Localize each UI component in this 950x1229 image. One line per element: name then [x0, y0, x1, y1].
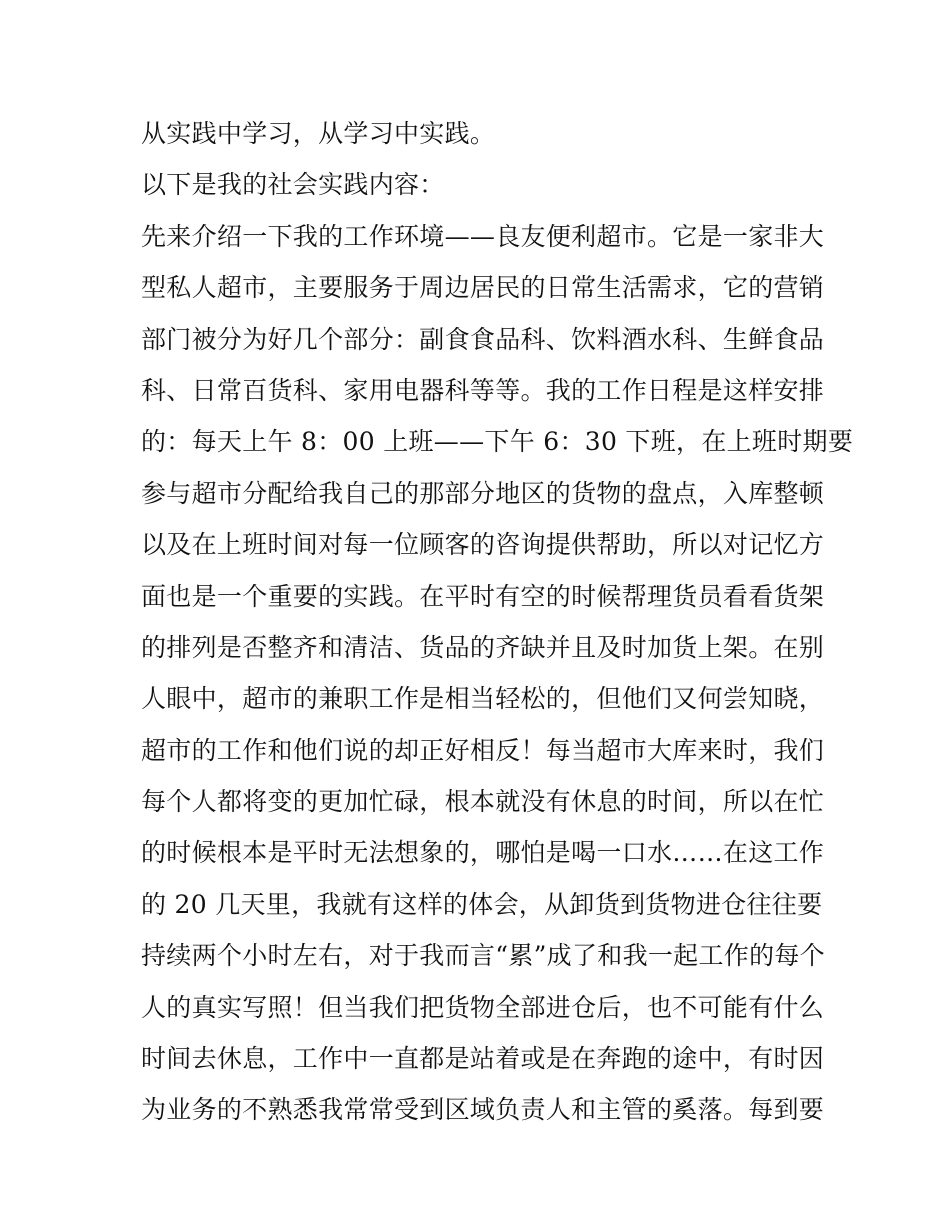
text-line-13: 超市的工作和他们说的却正好相反！每当超市大库来时，我们: [141, 735, 825, 765]
document-body: [141, 108, 854, 1136]
text-line-9: 以及在上班时间对每一位顾客的咨询提供帮助，所以对记忆方: [141, 530, 825, 560]
text-line-18: 人的真实写照！但当我们把货物全部进仓后，也不可能有什么: [141, 992, 825, 1022]
text-line-17: 持续两个小时左右，对于我而言“累”成了和我一起工作的每个: [141, 941, 825, 971]
text-line-8: 参与超市分配给我自己的那部分地区的货物的盘点，入库整顿: [141, 478, 825, 508]
text-line-15: 的时候根本是平时无法想象的，哪怕是喝一口水……在这工作: [141, 838, 825, 868]
text-line-7: 的：每天上午 8：00 上班——下午 6：30 下班，在上班时期要: [141, 427, 854, 457]
text-line-19: 时间去休息，工作中一直都是站着或是在奔跑的途中，有时因: [141, 1044, 825, 1074]
text-line-6: 科、日常百货科、家用电器科等等。我的工作日程是这样安排: [141, 375, 825, 405]
text-line-20: 为业务的不熟悉我常常受到区域负责人和主管的奚落。每到要: [141, 1095, 825, 1125]
text-line-4: 型私人超市，主要服务于周边居民的日常生活需求，它的营销: [141, 273, 825, 303]
text-line-16: 的 20 几天里，我就有这样的体会，从卸货到货物进仓往往要: [141, 889, 823, 919]
text-line-11: 的排列是否整齐和清洁、货品的齐缺并且及时加货上架。在别: [141, 632, 825, 662]
text-line-10: 面也是一个重要的实践。在平时有空的时候帮理货员看看货架: [141, 581, 825, 611]
text-line-2: 以下是我的社会实践内容：: [141, 170, 445, 200]
text-line-14: 每个人都将变的更加忙碌，根本就没有休息的时间，所以在忙: [141, 787, 825, 817]
text-line-5: 部门被分为好几个部分：副食食品科、饮料酒水科、生鲜食品: [141, 324, 825, 354]
text-line-3: 先来介绍一下我的工作环境——良友便利超市。它是一家非大: [141, 221, 825, 251]
text-line-12: 人眼中，超市的兼职工作是相当轻松的，但他们又何尝知晓，: [141, 684, 825, 714]
text-line-1: 从实践中学习，从学习中实践。: [141, 119, 496, 148]
